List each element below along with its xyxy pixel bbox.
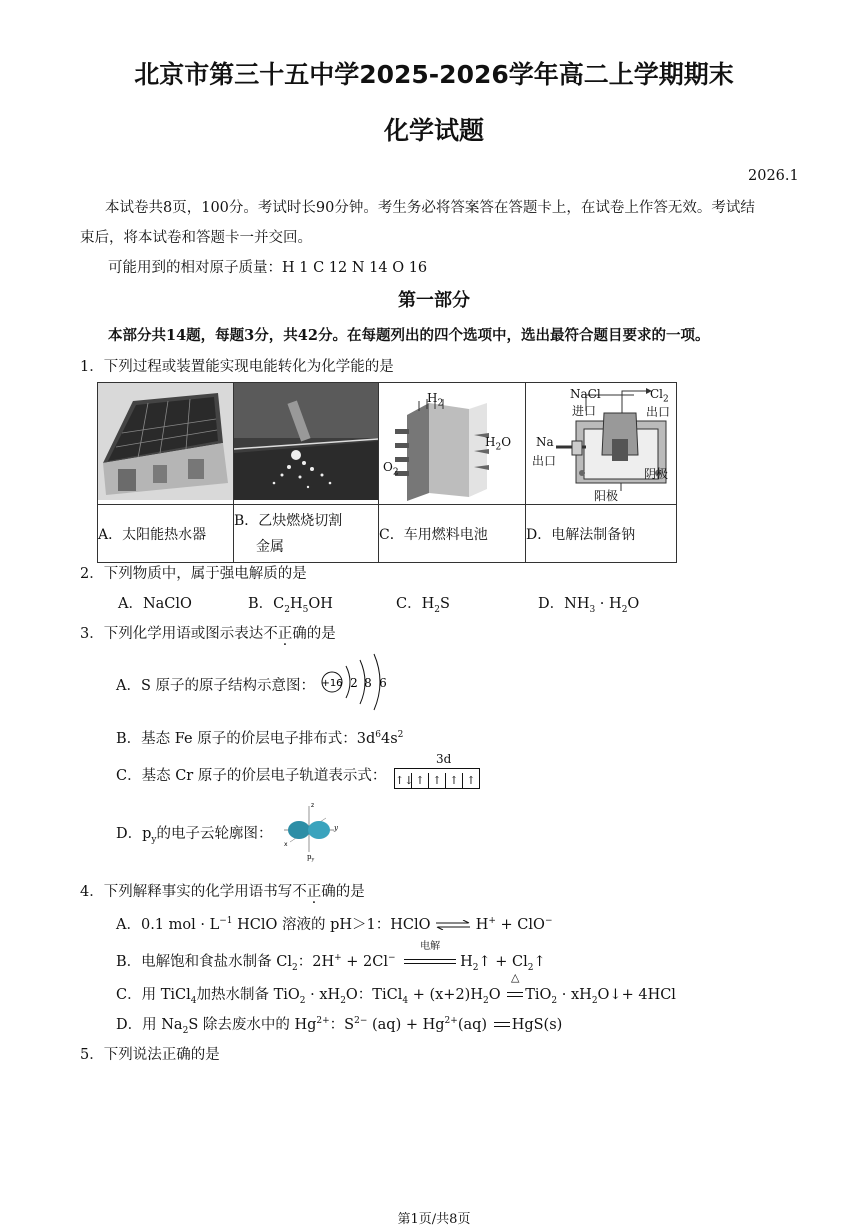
nacl-label: NaCl <box>570 387 601 401</box>
py-orbital-diagram <box>276 800 342 862</box>
na-outlet-label: 出口 <box>532 454 557 468</box>
acetylene-cutting-image <box>234 383 378 500</box>
q3-option-d: D．$p_y$的电子云轮廓图： <box>116 826 273 845</box>
y-axis-label: y <box>334 824 338 832</box>
q1-image-solar <box>98 383 234 505</box>
fuel-cell-h2o-label: $H_2O$ <box>485 435 512 453</box>
atomic-masses: 可能用到的相对原子质量：H 1 C 12 N 14 O 16 <box>108 260 428 276</box>
q4-stem: 4．下列解释事实的化学用语书写不正确的是 <box>80 884 365 900</box>
q4-option-c: C．用 TiCl$_4$加热水制备 $TiO_2 \cdot xH_2O$：TiCl$_4$ + $(x+2)H_2O$ △ $TiO_2 \cdot xH_2O↓+ 4HCl$ <box>116 971 676 1006</box>
exam-subtitle: 化学试题 <box>383 116 484 145</box>
q5-stem: 5．下列说法正确的是 <box>80 1047 220 1063</box>
shell-3-electrons: 6 <box>379 676 387 690</box>
orbital-caption: $p_y$ <box>307 853 315 862</box>
q1-image-electrolysis <box>526 383 677 505</box>
q4-option-a: A．0.1 mol · $L^{-1}$ HClO 溶液的 pH＞1：HClO H+ + ClO− <box>116 916 553 933</box>
nacl-inlet-label: 进口 <box>572 404 597 418</box>
q1-option-d: D．电解法制备钠 <box>526 505 677 563</box>
z-axis-label: z <box>311 802 315 809</box>
nucleus-charge: +16 <box>321 678 343 689</box>
q2-option-a: A．NaClO <box>118 596 192 612</box>
equilibrium-arrow-icon <box>435 920 471 930</box>
intro-line-1: 本试卷共8页，100分。考试时长90分钟。考生务必将答案答在答题卡上，在试卷上作答无效。考试结 <box>105 200 755 216</box>
orbital-box: ↑ <box>446 773 463 788</box>
q3-option-a: A．S 原子的原子结构示意图： <box>116 678 316 694</box>
q2-option-c: C．$H_2S$ <box>396 596 450 615</box>
shell-1-electrons: 2 <box>350 676 358 690</box>
na-label: Na <box>536 435 554 449</box>
fuel-cell-h2-label: $H_2$ <box>427 391 444 409</box>
q2-stem: 2．下列物质中，属于强电解质的是 <box>80 566 307 582</box>
cathode-label: 阴极 <box>644 467 669 481</box>
q1-option-c: C．车用燃料电池 <box>379 505 526 563</box>
q4-option-d: D．用 $Na_2S$ 除去废水中的 $Hg^{2+}$：$S^{2-}$ $(aq) + Hg^{2+}(aq)$ HgS(s) <box>116 1016 563 1036</box>
orbital-box: ↑ <box>412 773 429 788</box>
cr-orbital-diagram <box>394 768 480 789</box>
q3-stem: 3．下列化学用语或图示表达不正确的是 <box>80 626 336 642</box>
part-heading: 第一部分 <box>398 290 470 311</box>
q2-option-b: B．$C_2H_5OH$ <box>248 596 333 615</box>
delta-icon: △ <box>510 971 520 984</box>
q1-options-table <box>97 382 677 563</box>
orbital-box: ↑↓ <box>395 774 414 787</box>
part-instruction: 本部分共14题，每题3分，共42分。在每题列出的四个选项中，选出最符合题目要求的一项。 <box>108 327 710 344</box>
q3-option-b: B．基态 Fe 原子的价层电子排布式：$3d^64s^2$ <box>116 730 404 747</box>
anode-label: 阳极 <box>594 489 619 503</box>
solar-water-heater-image <box>98 383 233 500</box>
x-axis-label: x <box>284 841 288 848</box>
q1-stem: 1．下列过程或装置能实现电能转化为化学能的是 <box>80 359 394 375</box>
q1-option-b: B．乙炔燃烧切割 金属 <box>234 505 379 563</box>
electrolysis-condition: 电解 <box>400 955 460 969</box>
cl2-label: $Cl_2$ <box>650 387 669 405</box>
cl2-outlet-label: 出口 <box>646 405 671 419</box>
exam-title: 北京市第三十五中学2025-2026学年高二上学期期末 <box>134 60 734 89</box>
exam-date: 2026.1 <box>748 168 799 184</box>
orbital-box: ↑ <box>466 774 476 787</box>
q1-option-a: A．太阳能热水器 <box>98 505 234 563</box>
shell-2-electrons: 8 <box>364 676 372 690</box>
q3-emphasis: 不正确 <box>263 626 307 642</box>
page-footer: 第1页/共8页 <box>397 1212 471 1227</box>
heating-condition <box>505 971 525 1002</box>
q3-option-c: C．基态 Cr 原子的价层电子轨道表示式： <box>116 768 387 784</box>
orbital-box: ↑ <box>429 773 446 788</box>
q2-option-d: D．$NH_3 \cdot H_2O$ <box>538 596 640 615</box>
sulfur-atom-structure-diagram <box>316 652 396 712</box>
orbital-3d-label: 3d <box>436 752 452 766</box>
q1-image-welding <box>234 383 379 505</box>
q4-emphasis: 不正确 <box>292 884 336 900</box>
q1-image-fuel-cell <box>379 383 526 505</box>
intro-line-2: 束后，将本试卷和答题卡一并交回。 <box>80 230 312 246</box>
equals-sign <box>492 1019 512 1031</box>
q4-option-b: B．电解饱和食盐水制备 $Cl_2$：2H+ + 2Cl− 电解 $H_2↑$ + $Cl_2↑$ <box>116 941 546 973</box>
fuel-cell-o2-label: $O_2$ <box>383 460 399 478</box>
